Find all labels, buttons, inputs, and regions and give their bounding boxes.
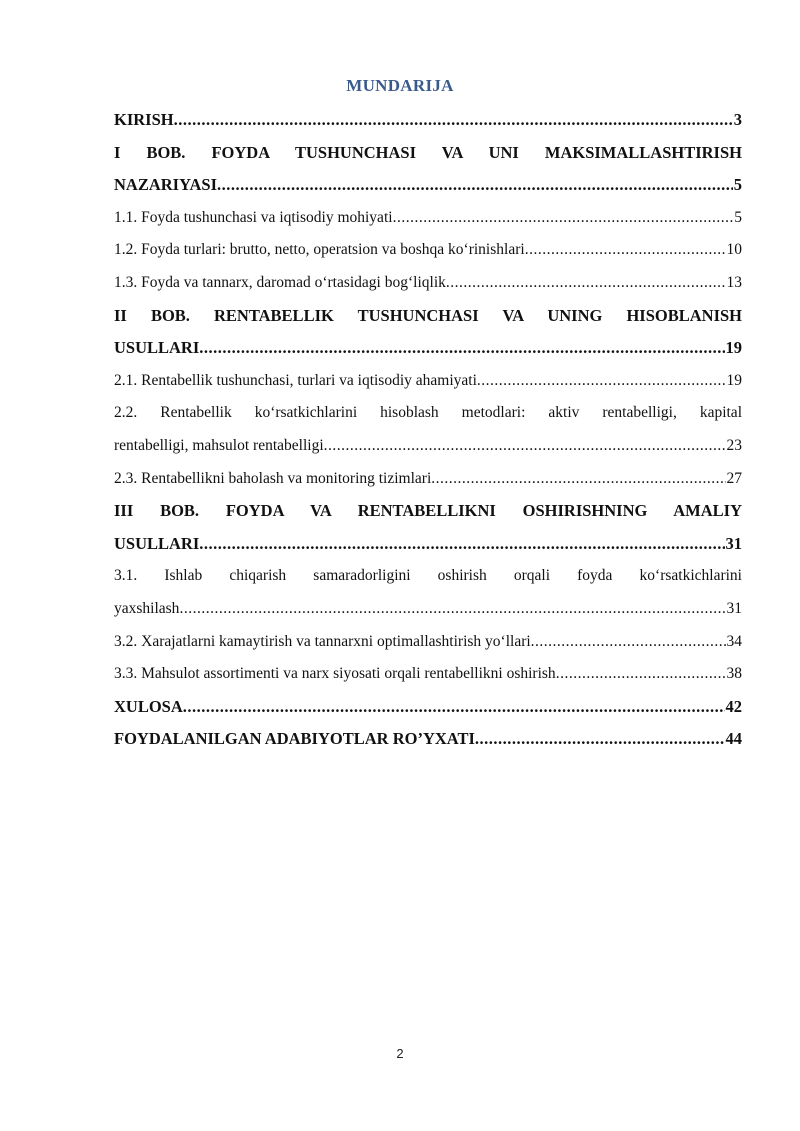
toc-entry-section-3-2[interactable] xyxy=(114,626,742,659)
toc-title: MUNDARIJA xyxy=(346,76,454,95)
toc-entry-text: 1.2. Foyda turlari: brutto, netto, operatsion va boshqa ko‘rinishlari xyxy=(114,241,525,259)
toc-entry-text: 3.2. Xarajatlarni kamaytirish va tannarxni optimallashtirish yo‘llari xyxy=(114,632,531,650)
page-number: 2 xyxy=(396,1046,404,1061)
dot-leader xyxy=(183,691,725,724)
toc-entry-text: I BOB. FOYDA TUSHUNCHASI VA UNI MAKSIMALLASHTIRISH xyxy=(114,142,742,162)
dot-leader xyxy=(525,234,726,267)
toc-entry-text: 1.3. Foyda va tannarx, daromad o‘rtasidagi bog‘liqlik xyxy=(114,273,446,291)
toc-entry-text: USULLARI xyxy=(114,533,200,553)
toc-entry-text: USULLARI xyxy=(114,338,200,358)
toc-page-number: 19 xyxy=(726,371,742,389)
toc-entry-section-3-3[interactable] xyxy=(114,658,742,691)
toc-entry-references[interactable] xyxy=(114,723,742,756)
toc-entry-text: 1.1. Foyda tushunchasi va iqtisodiy mohiyati xyxy=(114,208,393,226)
toc-page-number: 31 xyxy=(725,533,742,553)
toc-page-number: 34 xyxy=(726,632,742,650)
toc-entry-text: II BOB. RENTABELLIK TUSHUNCHASI VA UNING HISOBLANISH xyxy=(114,305,742,325)
toc-entry-section-1-3[interactable] xyxy=(114,267,742,300)
dot-leader xyxy=(531,626,726,659)
toc-entry-section-2-3[interactable] xyxy=(114,463,742,496)
toc-page-number: 44 xyxy=(725,729,742,749)
toc-entry-chapter-1[interactable] xyxy=(114,137,742,202)
toc-entry-text: FOYDALANILGAN ADABIYOTLAR RO’YXATI xyxy=(114,729,475,749)
toc-entry-kirish[interactable] xyxy=(114,104,742,137)
toc-entry-text: NAZARIYASI xyxy=(114,175,218,195)
toc-page-number: 42 xyxy=(725,696,742,716)
toc-entry-text: 3.1. Ishlab chiqarish samaradorligini oshirish orqali foyda ko‘rsatkichlarini xyxy=(114,567,742,585)
toc-entry-text: KIRISH xyxy=(114,110,174,129)
dot-leader xyxy=(174,104,733,137)
toc-entry-chapter-3[interactable] xyxy=(114,495,742,560)
dot-leader xyxy=(446,267,726,300)
dot-leader xyxy=(199,332,724,365)
toc-entry-section-1-1[interactable] xyxy=(114,202,742,235)
dot-leader xyxy=(431,463,725,496)
toc-page-number: 3 xyxy=(733,110,742,129)
dot-leader xyxy=(393,202,734,235)
toc-page-number: 5 xyxy=(734,208,742,226)
toc-entry-text: rentabelligi, mahsulot rentabelligi xyxy=(114,436,324,454)
toc-entry-text: 2.2. Rentabellik ko‘rsatkichlarini hisoblash metodlari: aktiv rentabelligi, kapital xyxy=(114,404,742,422)
toc-page-number: 23 xyxy=(726,436,742,454)
dot-leader xyxy=(179,593,725,626)
toc-page-number: 19 xyxy=(725,338,742,358)
dot-leader xyxy=(217,169,733,202)
toc-entry-text: XULOSA xyxy=(114,696,183,716)
dot-leader xyxy=(475,723,725,756)
toc-entry-text: 2.3. Rentabellikni baholash va monitoring tizimlari xyxy=(114,469,432,487)
toc-page-number: 31 xyxy=(726,599,742,617)
toc-page-number: 38 xyxy=(726,665,742,683)
toc-entry-chapter-2[interactable] xyxy=(114,300,742,365)
toc-entry-section-3-1[interactable] xyxy=(114,560,742,625)
toc-entry-text: 2.1. Rentabellik tushunchasi, turlari va iqtisodiy ahamiyati xyxy=(114,371,477,389)
toc-entry-section-2-1[interactable] xyxy=(114,365,742,398)
toc-entry-text: yaxshilash xyxy=(114,599,180,617)
toc-entry-text: 3.3. Mahsulot assortimenti va narx siyosati orqali rentabellikni oshirish xyxy=(114,665,556,683)
table-of-contents xyxy=(114,104,742,756)
dot-leader xyxy=(324,430,726,463)
dot-leader xyxy=(199,528,724,561)
toc-page-number: 13 xyxy=(726,273,742,291)
toc-page-number: 5 xyxy=(733,175,742,195)
toc-page-number: 10 xyxy=(726,241,742,259)
toc-entry-section-2-2[interactable] xyxy=(114,397,742,462)
toc-entry-xulosa[interactable] xyxy=(114,691,742,724)
toc-page-number: 27 xyxy=(726,469,742,487)
toc-entry-section-1-2[interactable] xyxy=(114,234,742,267)
dot-leader xyxy=(556,658,726,691)
dot-leader xyxy=(477,365,726,398)
toc-entry-text: III BOB. FOYDA VA RENTABELLIKNI OSHIRISHNING AMALIY xyxy=(114,501,742,521)
